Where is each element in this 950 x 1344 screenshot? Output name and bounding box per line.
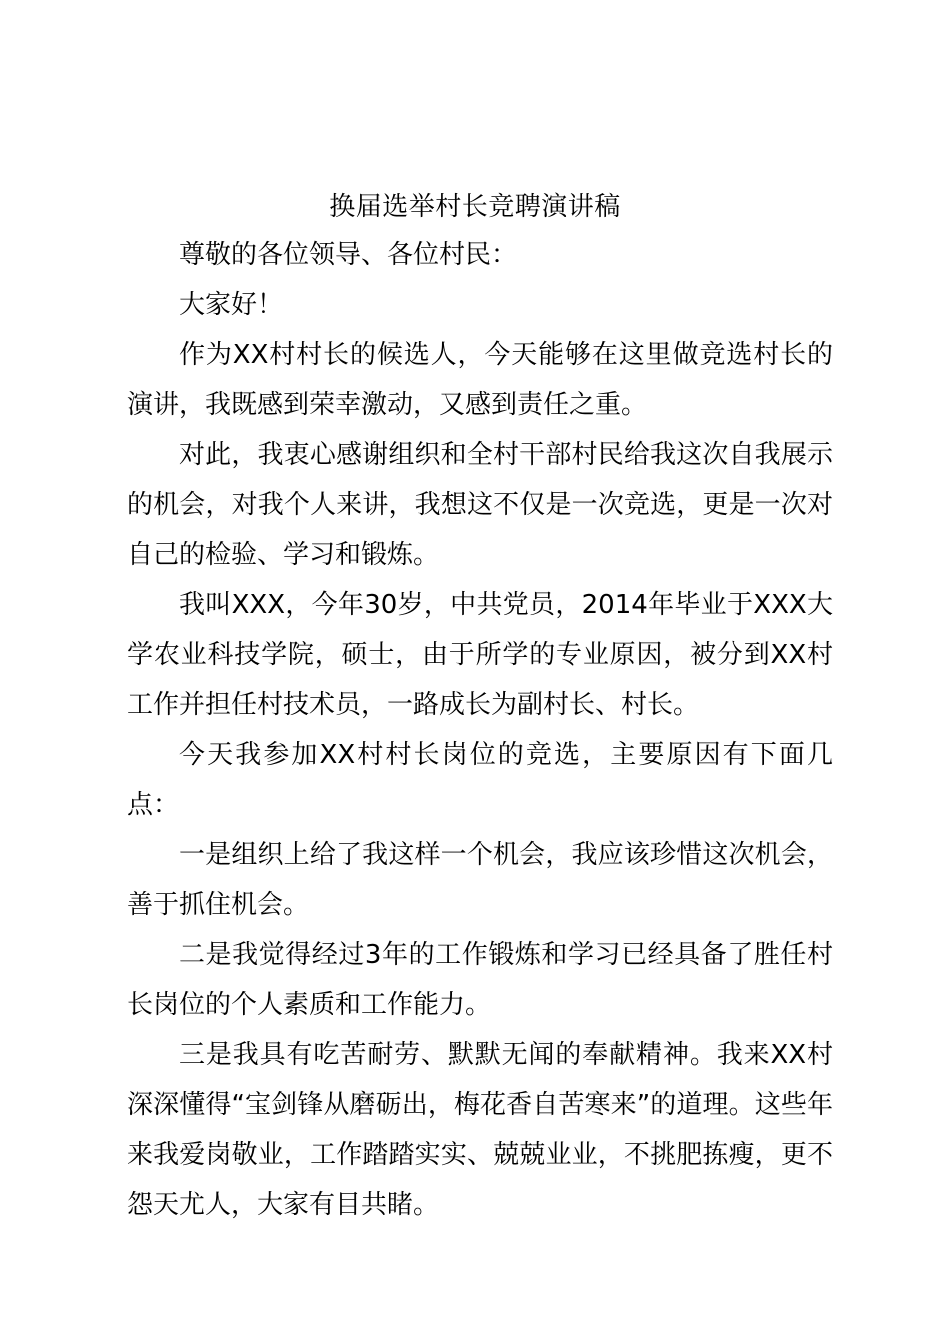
paragraph-reasons-lead: 今天我参加XX村村长岗位的竞选，主要原因有下面几点： bbox=[127, 740, 833, 820]
paragraph-reason-three: 三是我具有吃苦耐劳、默默无闻的奉献精神。我来XX村深深懂得“宝剑锋从磨砺出，梅花香自苦寒来”的道理。这些年来我爱岗敬业，工作踏踏实实、兢兢业业，不挑肥拣瘦，更不怨天尤人，大家有目共睹。 bbox=[127, 1040, 833, 1220]
document-title: 换届选举村长竞聘演讲稿 bbox=[329, 192, 621, 222]
paragraph-reason-one: 一是组织上给了我这样一个机会，我应该珍惜这次机会，善于抓住机会。 bbox=[127, 840, 833, 920]
paragraph-intro: 作为XX村村长的候选人，今天能够在这里做竞选村长的演讲，我既感到荣幸激动，又感到责任之重。 bbox=[127, 340, 833, 420]
paragraph-greeting: 大家好！ bbox=[179, 290, 284, 320]
paragraph-salutation: 尊敬的各位领导、各位村民： bbox=[179, 240, 518, 270]
paragraph-reason-two: 二是我觉得经过3年的工作锻炼和学习已经具备了胜任村长岗位的个人素质和工作能力。 bbox=[127, 940, 833, 1020]
paragraph-thanks: 对此，我衷心感谢组织和全村干部村民给我这次自我展示的机会，对我个人来讲，我想这不仅是一次竞选，更是一次对自己的检验、学习和锻炼。 bbox=[127, 440, 833, 570]
document-body bbox=[127, 230, 833, 1230]
paragraph-self-introduction: 我叫XXX，今年30岁，中共党员，2014年毕业于XXX大学农业科技学院，硕士，由于所学的专业原因，被分到XX村工作并担任村技术员，一路成长为副村长、村长。 bbox=[127, 590, 833, 720]
